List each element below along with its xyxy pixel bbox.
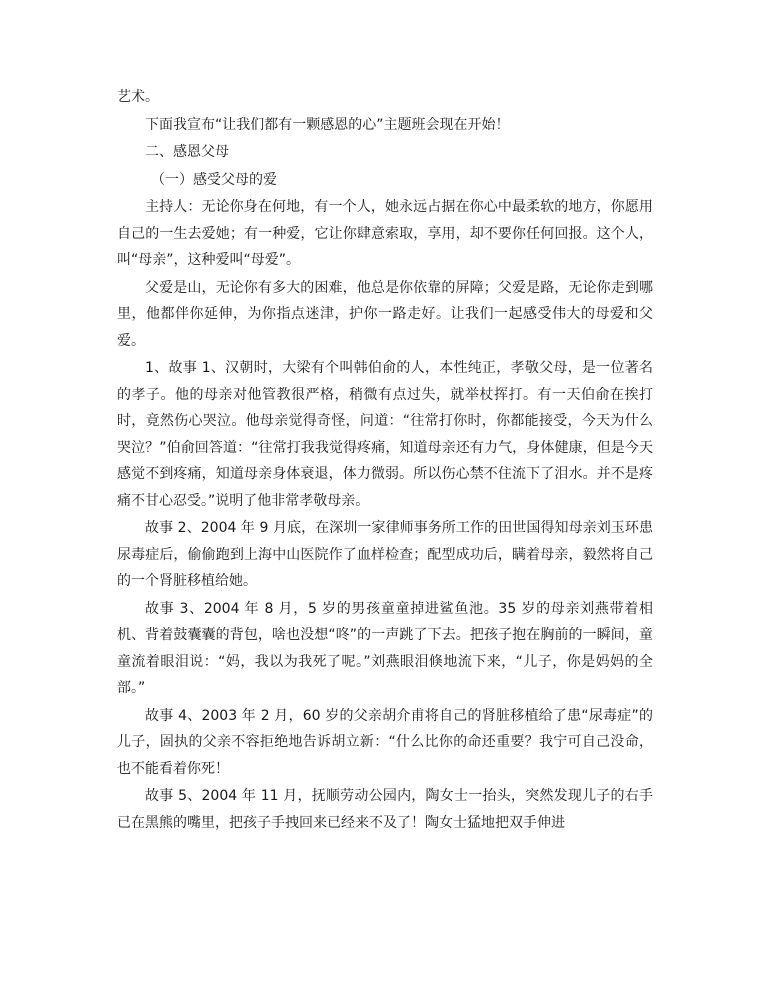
paragraph-story-3: 故事 3、2004 年 8 月，5 岁的男孩童童掉进鲨鱼池。35 岁的母亲刘燕带着相机、背着鼓囊囊的背包，啥也没想“咚”的一声跳了下去。把孩子抱在胸前的一瞬间，童童流着眼泪说：“妈，我以为我死了呢。”刘燕眼泪倏地流下来，“儿子，你是妈妈的全部。” (117, 600, 653, 696)
paragraph-story-4: 故事 4、2003 年 2 月，60 岁的父亲胡介甫将自己的肾脏移植给了患“尿毒症”的儿子，固执的父亲不容拒绝地告诉胡立新：“什么比你的命还重要？我宁可自己没命，也不能看着你死！ (117, 707, 653, 777)
subsection-heading: （一）感受父母的爱 (151, 171, 277, 188)
paragraph-story-5: 故事 5、2004 年 11 月，抚顺劳动公园内，陶女士一抬头，突然发现儿子的右手已在黑熊的嘴里，把孩子手拽回来已经来不及了！陶女士猛地把双手伸进 (117, 788, 653, 831)
document-page (117, 84, 653, 837)
section-heading: 二、感恩父母 (145, 144, 229, 160)
paragraph-story-1: 1、故事 1、汉朝时，大梁有个叫韩伯俞的人，本性纯正，孝敬父母，是一位著名的孝子。他的母亲对他管教很严格，稍微有点过失，就举杖挥打。有一天伯俞在挨打时，竟然伤心哭泣。他母亲觉得奇怪，问道：“往常打你时，你都能接受，今天为什么哭泣？”伯俞回答道：“往常打我我觉得疼痛，知道母亲还有力气，身体健康，但是今天感觉不到疼痛，知道母亲身体衰退，体力微弱。所以伤心禁不住流下了泪水。并不是疼痛不甘心忍受。”说明了他非常孝敬母亲。 (117, 360, 653, 509)
paragraph-host: 主持人：无论你身在何地，有一个人，她永远占据在你心中最柔软的地方，你愿用自己的一生去爱她；有一种爱，它让你肆意索取，享用，却不要你任何回报。这个人，叫“母亲”，这种爱叫“母爱”。 (117, 199, 653, 268)
paragraph-2: 下面我宣布“让我们都有一颗感恩的心”主题班会现在开始！ (145, 116, 510, 133)
paragraph-story-2: 故事 2、2004 年 9 月底，在深圳一家律师事务所工作的田世国得知母亲刘玉环患尿毒症后，偷偷跑到上海中山医院作了血样检查；配型成功后，瞒着母亲，毅然将自己的一个肾脏移植给她。 (117, 520, 653, 589)
paragraph-1: 艺术。 (117, 89, 159, 105)
paragraph-father-love: 父爱是山，无论你有多大的困难，他总是你依靠的屏障；父爱是路，无论你走到哪里，他都伴你延伸，为你指点迷津，护你一路走好。让我们一起感受伟大的母爱和父爱。 (117, 279, 653, 349)
